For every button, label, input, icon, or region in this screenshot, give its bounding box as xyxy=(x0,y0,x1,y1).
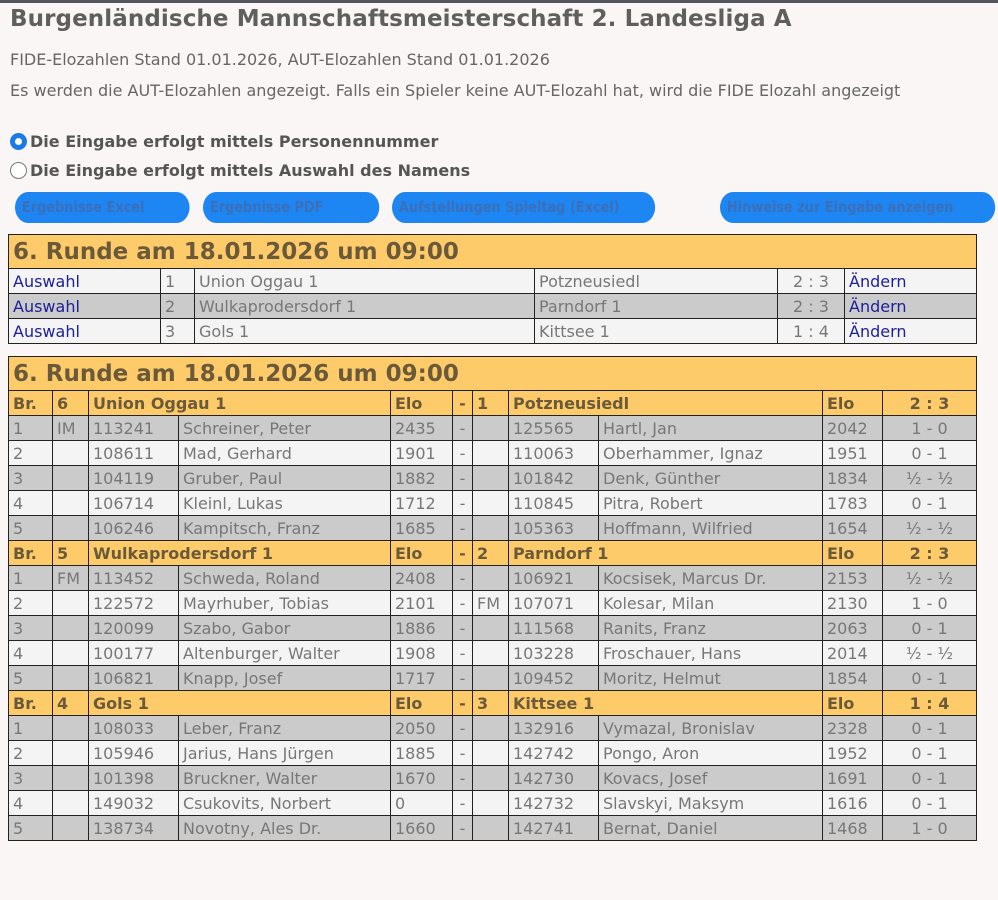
home-player-id: 108033 xyxy=(89,716,179,741)
separator: - xyxy=(453,716,473,741)
home-team: Wulkaprodersdorf 1 xyxy=(195,294,535,319)
home-player-id: 106821 xyxy=(89,666,179,691)
edit-link[interactable]: Ändern xyxy=(845,269,977,294)
home-player-id: 122572 xyxy=(89,591,179,616)
elo-col-header: Elo xyxy=(391,391,453,416)
home-elo: 1908 xyxy=(391,641,453,666)
home-title xyxy=(53,491,89,516)
match-score: 1 : 4 xyxy=(883,691,977,716)
round-details-table xyxy=(8,356,977,841)
away-player-id: 110063 xyxy=(509,441,599,466)
elo-col-header: Elo xyxy=(391,691,453,716)
away-team-name: Potzneusiedl xyxy=(509,391,823,416)
away-title xyxy=(473,816,509,841)
away-player-name: Slavskyi, Maksym xyxy=(599,791,823,816)
home-title xyxy=(53,791,89,816)
board-row xyxy=(9,741,977,766)
away-player-name: Pongo, Aron xyxy=(599,741,823,766)
away-elo: 1834 xyxy=(823,466,883,491)
away-title xyxy=(473,666,509,691)
board-no: 3 xyxy=(9,766,53,791)
match-score: 2 : 3 xyxy=(883,391,977,416)
board-row xyxy=(9,716,977,741)
board-no: 2 xyxy=(9,441,53,466)
away-player-id: 111568 xyxy=(509,616,599,641)
home-elo: 2101 xyxy=(391,591,453,616)
away-player-name: Hartl, Jan xyxy=(599,416,823,441)
top-border xyxy=(0,0,998,3)
board-result: ½ - ½ xyxy=(883,641,977,666)
board-row xyxy=(9,441,977,466)
board-no: 5 xyxy=(9,816,53,841)
match-score: 2 : 3 xyxy=(778,269,845,294)
home-player-id: 108611 xyxy=(89,441,179,466)
board-result: 0 - 1 xyxy=(883,491,977,516)
radio-label: Die Eingabe erfolgt mittels Auswahl des Namens xyxy=(30,161,471,180)
away-player-id: 107071 xyxy=(509,591,599,616)
board-result: ½ - ½ xyxy=(883,566,977,591)
match-score: 2 : 3 xyxy=(778,294,845,319)
away-title xyxy=(473,791,509,816)
away-elo: 1691 xyxy=(823,766,883,791)
home-player-id: 149032 xyxy=(89,791,179,816)
board-result: ½ - ½ xyxy=(883,516,977,541)
away-player-name: Pitra, Robert xyxy=(599,491,823,516)
home-player-name: Kleinl, Lukas xyxy=(179,491,391,516)
page-title: Burgenländische Mannschaftsmeisterschaft 2. Landesliga A xyxy=(10,6,792,32)
pairing-no: 3 xyxy=(161,319,195,344)
away-player-id: 142741 xyxy=(509,816,599,841)
board-result: 1 - 0 xyxy=(883,591,977,616)
home-title xyxy=(53,591,89,616)
board-col-header: Br. xyxy=(9,391,53,416)
away-player-id: 101842 xyxy=(509,466,599,491)
away-elo: 2130 xyxy=(823,591,883,616)
home-title xyxy=(53,766,89,791)
home-elo: 1882 xyxy=(391,466,453,491)
input-hints-button[interactable]: Hinweise zur Eingabe anzeigen xyxy=(720,192,995,223)
away-player-id: 132916 xyxy=(509,716,599,741)
away-elo: 1951 xyxy=(823,441,883,466)
board-no: 1 xyxy=(9,566,53,591)
radio-option-name[interactable] xyxy=(10,161,470,180)
away-player-name: Kocsisek, Marcus Dr. xyxy=(599,566,823,591)
home-player-id: 138734 xyxy=(89,816,179,841)
board-no: 5 xyxy=(9,666,53,691)
home-title xyxy=(53,641,89,666)
board-no: 5 xyxy=(9,516,53,541)
board-no: 4 xyxy=(9,491,53,516)
away-team: Parndorf 1 xyxy=(535,294,778,319)
board-result: 0 - 1 xyxy=(883,716,977,741)
away-player-name: Denk, Günther xyxy=(599,466,823,491)
away-title xyxy=(473,416,509,441)
home-pairing-no: 5 xyxy=(53,541,89,566)
away-player-id: 142732 xyxy=(509,791,599,816)
board-result: 1 - 0 xyxy=(883,816,977,841)
pairing-no: 2 xyxy=(161,294,195,319)
away-title xyxy=(473,441,509,466)
separator: - xyxy=(453,766,473,791)
away-player-name: Moritz, Helmut xyxy=(599,666,823,691)
board-result: 0 - 1 xyxy=(883,441,977,466)
board-row xyxy=(9,766,977,791)
home-player-id: 113241 xyxy=(89,416,179,441)
edit-link[interactable]: Ändern xyxy=(845,294,977,319)
separator: - xyxy=(453,441,473,466)
away-player-id: 106921 xyxy=(509,566,599,591)
away-elo: 1654 xyxy=(823,516,883,541)
round-title: 6. Runde am 18.01.2026 um 09:00 xyxy=(9,235,977,269)
home-player-name: Gruber, Paul xyxy=(179,466,391,491)
away-title xyxy=(473,716,509,741)
home-team-name: Union Oggau 1 xyxy=(89,391,391,416)
match-score: 2 : 3 xyxy=(883,541,977,566)
home-title: FM xyxy=(53,566,89,591)
home-player-name: Knapp, Josef xyxy=(179,666,391,691)
board-no: 4 xyxy=(9,791,53,816)
away-elo: 2153 xyxy=(823,566,883,591)
home-elo: 2408 xyxy=(391,566,453,591)
home-team: Union Oggau 1 xyxy=(195,269,535,294)
away-elo: 1854 xyxy=(823,666,883,691)
away-player-name: Bernat, Daniel xyxy=(599,816,823,841)
away-player-name: Oberhammer, Ignaz xyxy=(599,441,823,466)
home-player-name: Bruckner, Walter xyxy=(179,766,391,791)
separator: - xyxy=(453,666,473,691)
board-result: 0 - 1 xyxy=(883,616,977,641)
separator: - xyxy=(453,466,473,491)
away-player-id: 110845 xyxy=(509,491,599,516)
radio-label: Die Eingabe erfolgt mittels Personennummer xyxy=(30,132,439,151)
board-result: 0 - 1 xyxy=(883,666,977,691)
elo-col-header: Elo xyxy=(823,541,883,566)
board-no: 4 xyxy=(9,641,53,666)
home-title xyxy=(53,616,89,641)
away-player-name: Kolesar, Milan xyxy=(599,591,823,616)
board-row xyxy=(9,516,977,541)
away-player-id: 103228 xyxy=(509,641,599,666)
board-row xyxy=(9,641,977,666)
home-elo: 2435 xyxy=(391,416,453,441)
separator: - xyxy=(453,591,473,616)
home-player-id: 106246 xyxy=(89,516,179,541)
away-team-name: Kittsee 1 xyxy=(509,691,823,716)
board-col-header: Br. xyxy=(9,541,53,566)
home-elo: 1660 xyxy=(391,816,453,841)
away-title xyxy=(473,616,509,641)
away-team: Kittsee 1 xyxy=(535,319,778,344)
away-player-id: 125565 xyxy=(509,416,599,441)
home-player-id: 113452 xyxy=(89,566,179,591)
board-row xyxy=(9,816,977,841)
elo-col-header: Elo xyxy=(823,691,883,716)
home-title xyxy=(53,716,89,741)
away-elo: 2328 xyxy=(823,716,883,741)
away-title xyxy=(473,766,509,791)
home-player-name: Kampitsch, Franz xyxy=(179,516,391,541)
home-title xyxy=(53,816,89,841)
home-player-name: Mayrhuber, Tobias xyxy=(179,591,391,616)
board-no: 2 xyxy=(9,741,53,766)
away-player-name: Froschauer, Hans xyxy=(599,641,823,666)
home-player-name: Jarius, Hans Jürgen xyxy=(179,741,391,766)
away-title xyxy=(473,566,509,591)
separator: - xyxy=(453,541,473,566)
board-no: 1 xyxy=(9,716,53,741)
board-row xyxy=(9,666,977,691)
board-no: 3 xyxy=(9,616,53,641)
board-result: 0 - 1 xyxy=(883,766,977,791)
home-player-id: 105946 xyxy=(89,741,179,766)
board-col-header: Br. xyxy=(9,691,53,716)
home-player-name: Schweda, Roland xyxy=(179,566,391,591)
separator: - xyxy=(453,491,473,516)
away-elo: 1783 xyxy=(823,491,883,516)
away-player-name: Kovacs, Josef xyxy=(599,766,823,791)
results-pdf-button[interactable]: Ergebnisse PDF xyxy=(203,192,379,223)
round-title: 6. Runde am 18.01.2026 um 09:00 xyxy=(9,357,977,391)
select-link[interactable]: Auswahl xyxy=(9,294,161,319)
separator: - xyxy=(453,391,473,416)
round-overview-table xyxy=(8,234,977,344)
separator: - xyxy=(453,816,473,841)
home-player-name: Szabo, Gabor xyxy=(179,616,391,641)
home-team-name: Wulkaprodersdorf 1 xyxy=(89,541,391,566)
board-result: 0 - 1 xyxy=(883,791,977,816)
match-header-row xyxy=(9,391,977,416)
board-result: 1 - 0 xyxy=(883,416,977,441)
away-elo: 1952 xyxy=(823,741,883,766)
home-elo: 1670 xyxy=(391,766,453,791)
board-result: ½ - ½ xyxy=(883,466,977,491)
separator: - xyxy=(453,641,473,666)
board-row xyxy=(9,416,977,441)
home-player-name: Altenburger, Walter xyxy=(179,641,391,666)
results-excel-button[interactable]: Ergebnisse Excel xyxy=(15,192,190,223)
pairing-row xyxy=(9,269,977,294)
home-elo: 1901 xyxy=(391,441,453,466)
elo-note: Es werden die AUT-Elozahlen angezeigt. Falls ein Spieler keine AUT-Elozahl hat, wird die FIDE Elozahl angezeigt xyxy=(10,81,901,100)
pairing-row xyxy=(9,294,977,319)
away-elo: 2063 xyxy=(823,616,883,641)
board-row xyxy=(9,591,977,616)
match-header-row xyxy=(9,691,977,716)
home-player-name: Schreiner, Peter xyxy=(179,416,391,441)
away-title: FM xyxy=(473,591,509,616)
separator: - xyxy=(453,616,473,641)
home-player-id: 100177 xyxy=(89,641,179,666)
edit-link[interactable]: Ändern xyxy=(845,319,977,344)
home-title xyxy=(53,466,89,491)
away-title xyxy=(473,741,509,766)
separator: - xyxy=(453,416,473,441)
home-elo: 0 xyxy=(391,791,453,816)
home-pairing-no: 4 xyxy=(53,691,89,716)
away-title xyxy=(473,516,509,541)
home-elo: 1712 xyxy=(391,491,453,516)
home-title xyxy=(53,741,89,766)
home-elo: 1685 xyxy=(391,516,453,541)
home-team: Gols 1 xyxy=(195,319,535,344)
separator: - xyxy=(453,791,473,816)
away-elo: 2014 xyxy=(823,641,883,666)
home-player-id: 104119 xyxy=(89,466,179,491)
board-no: 3 xyxy=(9,466,53,491)
away-player-name: Ranits, Franz xyxy=(599,616,823,641)
away-team-name: Parndorf 1 xyxy=(509,541,823,566)
away-title xyxy=(473,491,509,516)
pairing-no: 1 xyxy=(161,269,195,294)
home-team-name: Gols 1 xyxy=(89,691,391,716)
board-row xyxy=(9,566,977,591)
radio-unselected-icon[interactable] xyxy=(10,162,27,179)
away-player-id: 142730 xyxy=(509,766,599,791)
home-player-name: Novotny, Ales Dr. xyxy=(179,816,391,841)
away-elo: 1616 xyxy=(823,791,883,816)
away-pairing-no: 3 xyxy=(473,691,509,716)
separator: - xyxy=(453,516,473,541)
away-player-id: 109452 xyxy=(509,666,599,691)
radio-option-personennummer[interactable] xyxy=(10,132,438,151)
radio-selected-icon[interactable] xyxy=(10,133,27,150)
board-row xyxy=(9,466,977,491)
away-pairing-no: 1 xyxy=(473,391,509,416)
match-score: 1 : 4 xyxy=(778,319,845,344)
away-player-id: 142742 xyxy=(509,741,599,766)
home-pairing-no: 6 xyxy=(53,391,89,416)
elo-info: FIDE-Elozahlen Stand 01.01.2026, AUT-Elozahlen Stand 01.01.2026 xyxy=(10,50,550,69)
home-title xyxy=(53,441,89,466)
home-elo: 1885 xyxy=(391,741,453,766)
home-player-id: 120099 xyxy=(89,616,179,641)
away-player-id: 105363 xyxy=(509,516,599,541)
board-row xyxy=(9,791,977,816)
away-player-name: Vymazal, Bronislav xyxy=(599,716,823,741)
board-row xyxy=(9,616,977,641)
home-player-id: 106714 xyxy=(89,491,179,516)
away-player-name: Hoffmann, Wilfried xyxy=(599,516,823,541)
home-elo: 1717 xyxy=(391,666,453,691)
home-player-id: 101398 xyxy=(89,766,179,791)
separator: - xyxy=(453,566,473,591)
select-link[interactable]: Auswahl xyxy=(9,269,161,294)
away-title xyxy=(473,466,509,491)
elo-col-header: Elo xyxy=(823,391,883,416)
away-title xyxy=(473,641,509,666)
separator: - xyxy=(453,741,473,766)
home-player-name: Csukovits, Norbert xyxy=(179,791,391,816)
match-header-row xyxy=(9,541,977,566)
home-elo: 1886 xyxy=(391,616,453,641)
pairing-row xyxy=(9,319,977,344)
home-title xyxy=(53,516,89,541)
home-title xyxy=(53,666,89,691)
separator: - xyxy=(453,691,473,716)
away-elo: 2042 xyxy=(823,416,883,441)
away-elo: 1468 xyxy=(823,816,883,841)
board-row xyxy=(9,491,977,516)
select-link[interactable]: Auswahl xyxy=(9,319,161,344)
away-team: Potzneusiedl xyxy=(535,269,778,294)
board-no: 1 xyxy=(9,416,53,441)
board-no: 2 xyxy=(9,591,53,616)
home-elo: 2050 xyxy=(391,716,453,741)
home-title: IM xyxy=(53,416,89,441)
board-result: 0 - 1 xyxy=(883,741,977,766)
home-player-name: Mad, Gerhard xyxy=(179,441,391,466)
away-pairing-no: 2 xyxy=(473,541,509,566)
elo-col-header: Elo xyxy=(391,541,453,566)
lineups-excel-button[interactable]: Aufstellungen Spieltag (Excel) xyxy=(392,192,655,223)
home-player-name: Leber, Franz xyxy=(179,716,391,741)
